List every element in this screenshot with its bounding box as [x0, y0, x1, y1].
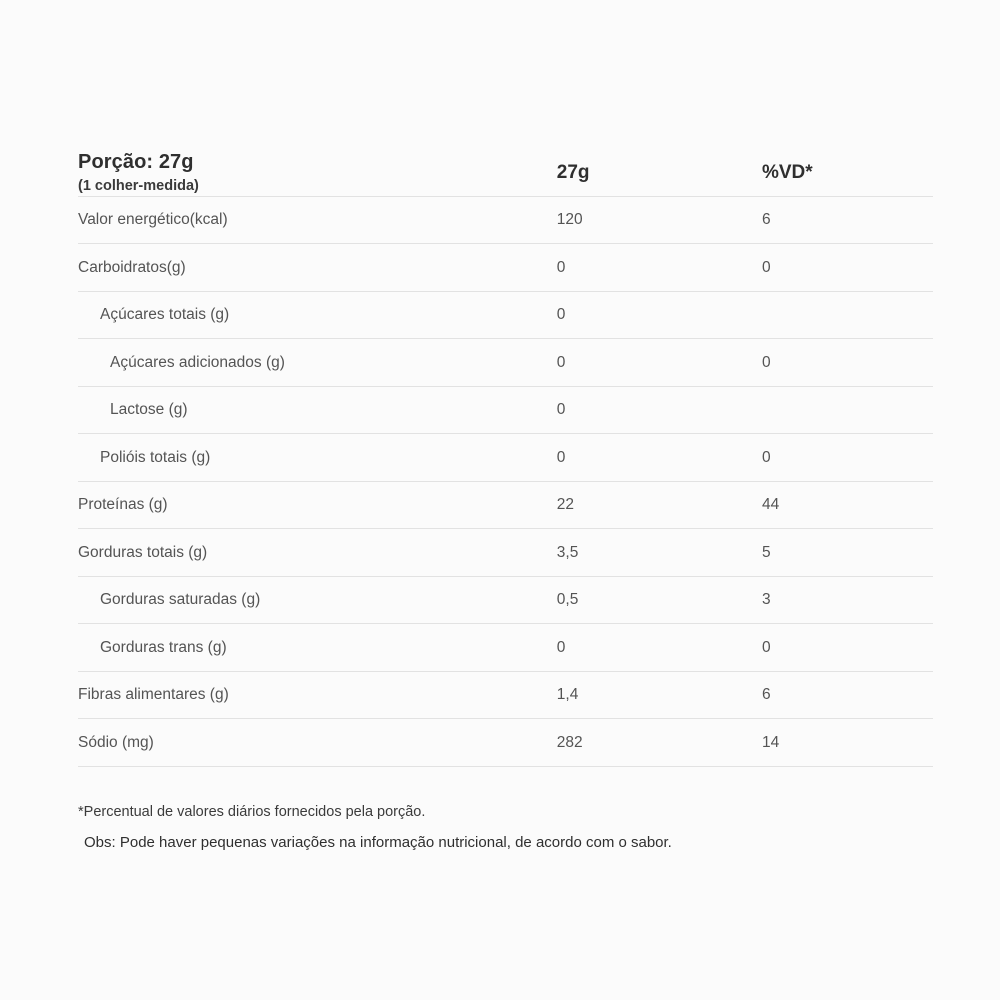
nutrient-daily-value: 6	[762, 196, 933, 244]
nutrient-daily-value: 14	[762, 719, 933, 767]
nutrient-label: Gorduras saturadas (g)	[78, 576, 557, 624]
table-row	[78, 529, 933, 577]
nutrient-daily-value: 6	[762, 671, 933, 719]
nutrient-label: Lactose (g)	[78, 386, 557, 434]
table-row	[78, 671, 933, 719]
table-row	[78, 291, 933, 339]
nutrient-amount: 0	[557, 291, 762, 339]
nutrition-table-header	[78, 150, 933, 196]
nutrient-amount: 120	[557, 196, 762, 244]
portion-header-cell	[78, 150, 557, 196]
nutrient-amount: 0	[557, 244, 762, 292]
nutrient-daily-value: 3	[762, 576, 933, 624]
nutrient-daily-value: 0	[762, 244, 933, 292]
nutrient-daily-value	[762, 386, 933, 434]
nutrient-daily-value	[762, 291, 933, 339]
daily-value-column-header: %VD*	[761, 161, 813, 183]
nutrient-amount: 282	[557, 719, 762, 767]
nutrient-label: Proteínas (g)	[78, 481, 557, 529]
table-row	[78, 244, 933, 292]
nutrient-label: Açúcares adicionados (g)	[78, 339, 557, 387]
nutrient-label: Fibras alimentares (g)	[78, 671, 557, 719]
nutrient-daily-value: 0	[762, 624, 933, 672]
nutrient-amount: 3,5	[557, 529, 762, 577]
nutrient-label: Polióis totais (g)	[78, 434, 557, 482]
table-row	[78, 481, 933, 529]
footnote-daily-values: *Percentual de valores diários fornecidos pela porção.	[78, 804, 426, 820]
nutrient-amount: 0	[557, 339, 762, 387]
table-row	[78, 719, 933, 767]
table-row	[78, 434, 933, 482]
nutrition-table-body	[78, 196, 933, 766]
nutrient-daily-value: 44	[762, 481, 933, 529]
nutrient-label: Sódio (mg)	[78, 719, 557, 767]
nutrient-amount: 0,5	[557, 576, 762, 624]
table-row	[78, 624, 933, 672]
nutrient-amount: 0	[557, 434, 762, 482]
header-row	[78, 150, 933, 196]
nutrition-table-wrapper	[78, 150, 933, 767]
nutrient-label: Carboidratos(g)	[78, 244, 557, 292]
nutrient-amount: 1,4	[557, 671, 762, 719]
nutrient-daily-value: 0	[762, 434, 933, 482]
table-row	[78, 386, 933, 434]
nutrient-daily-value: 0	[762, 339, 933, 387]
table-row	[78, 576, 933, 624]
nutrient-label: Gorduras totais (g)	[78, 529, 557, 577]
portion-subtitle: (1 colher-medida)	[78, 178, 199, 194]
footnotes	[78, 802, 948, 853]
nutrient-daily-value: 5	[762, 529, 933, 577]
nutrition-table	[78, 150, 933, 767]
footnote-observation: Obs: Pode haver pequenas variações na informação nutricional, de acordo com o sabor.	[84, 834, 672, 852]
nutrient-amount: 0	[557, 386, 762, 434]
table-row	[78, 339, 933, 387]
nutrient-amount: 0	[557, 624, 762, 672]
table-row	[78, 196, 933, 244]
nutrient-label: Açúcares totais (g)	[78, 291, 557, 339]
nutrient-label: Valor energético(kcal)	[78, 196, 557, 244]
nutrient-amount: 22	[557, 481, 762, 529]
portion-title: Porção: 27g	[78, 151, 194, 173]
amount-column-header: 27g	[556, 161, 590, 183]
nutrient-label: Gorduras trans (g)	[78, 624, 557, 672]
